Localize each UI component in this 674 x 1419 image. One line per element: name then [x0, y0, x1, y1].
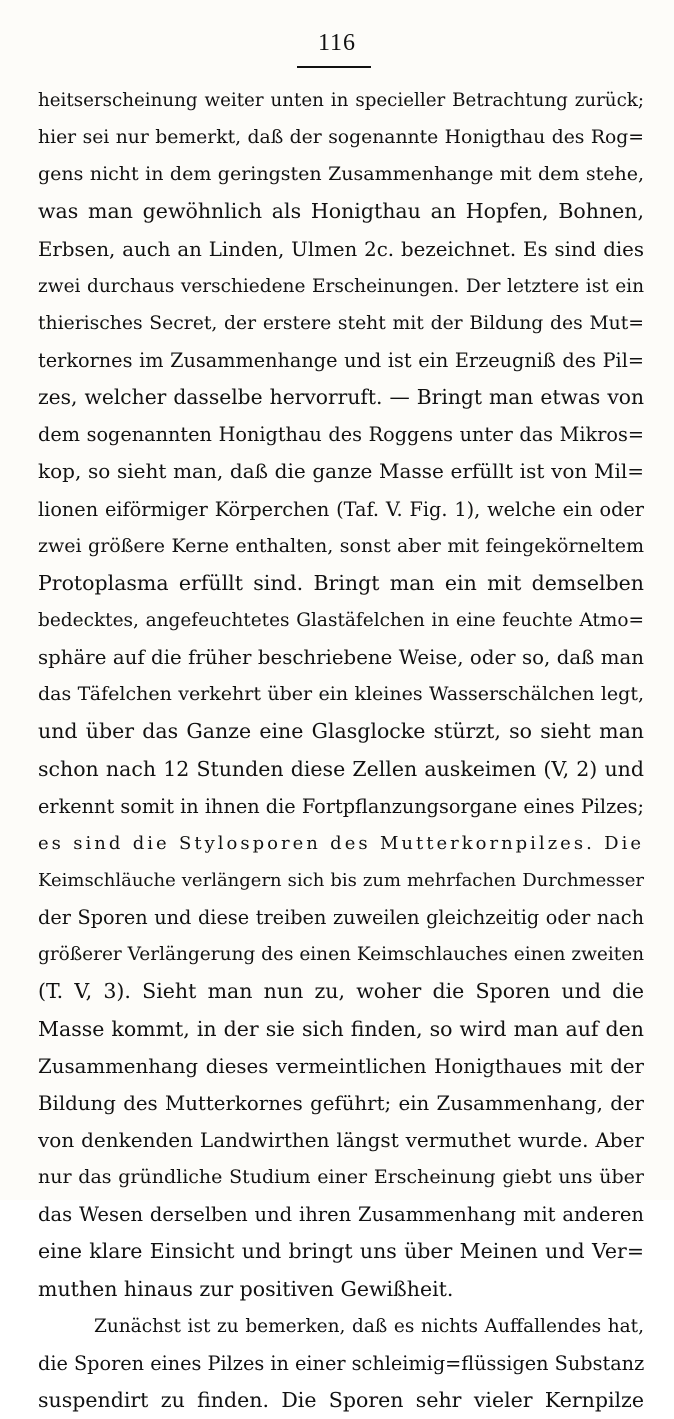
text-line: zwei größere Kerne enthalten, sonst aber mit feingekörneltem	[38, 534, 644, 557]
body-text	[38, 82, 644, 1419]
text-line: es sind die Stylosporen des Mutterkornpilzes. Die	[38, 832, 644, 854]
text-line: lionen eiförmiger Körperchen (Taf. V. Fig. 1), welche ein oder	[38, 497, 644, 521]
text-line: schon nach 12 Stunden diese Zellen auskeimen (V, 2) und	[38, 756, 644, 781]
text-line: hier sei nur bemerkt, daß der sogenannte Honigthau des Rog=	[38, 127, 644, 149]
text-line: das Wesen derselben und ihren Zusammenhang mit anderen	[38, 1203, 644, 1227]
text-line: das Täfelchen verkehrt über ein kleines Wasserschälchen legt,	[38, 683, 644, 706]
text-line: bedecktes, angefeuchtetes Glastäfelchen in eine feuchte Atmo=	[38, 609, 644, 631]
text-line: thierisches Secret, der erstere steht mit der Bildung des Mut=	[38, 312, 644, 334]
text-line: Zunächst ist zu bemerken, daß es nichts Auffallendes hat,	[94, 1315, 644, 1337]
text-line: nur das gründliche Studium einer Erscheinung giebt uns über	[38, 1166, 644, 1189]
text-line: Masse kommt, in der sie sich finden, so wird man auf den	[38, 1016, 644, 1041]
page-number-rule	[297, 66, 371, 68]
text-line: erkennt somit in ihnen die Fortpflanzungsorgane eines Pilzes;	[38, 794, 644, 818]
text-line: kop, so sieht man, daß die ganze Masse erfüllt ist von Mil=	[38, 459, 644, 484]
text-line: (T. V, 3). Sieht man nun zu, woher die Sporen und die	[38, 979, 644, 1004]
text-line: die Sporen eines Pilzes in einer schleimig=flüssigen Substanz	[38, 1351, 644, 1375]
text-line: der Sporen und diese treiben zuweilen gleichzeitig oder nach	[38, 906, 644, 930]
text-line: zwei durchaus verschiedene Erscheinungen. Der letztere ist ein	[38, 275, 644, 297]
text-line: muthen hinaus zur positiven Gewißheit.	[38, 1276, 454, 1301]
text-line: suspendirt zu finden. Die Sporen sehr vieler Kernpilze	[38, 1387, 644, 1412]
text-line: sphäre auf die früher beschriebene Weise, oder so, daß man	[38, 646, 644, 670]
text-line: was man gewöhnlich als Honigthau an Hopfen, Bohnen,	[38, 199, 644, 224]
page-number: 116	[317, 30, 357, 56]
text-line: gens nicht in dem geringsten Zusammenhange mit dem stehe,	[38, 163, 644, 186]
text-line: eine klare Einsicht und bringt uns über Meinen und Ver=	[38, 1239, 644, 1264]
text-line: heitserscheinung weiter unten in specieller Betrachtung zurück;	[38, 90, 644, 111]
text-line: Protoplasma erfüllt sind. Bringt man ein mit demselben	[38, 570, 644, 595]
text-line: zes, welcher dasselbe hervorruft. — Bringt man etwas von	[38, 385, 644, 410]
text-line: terkornes im Zusammenhange und ist ein Erzeugniß des Pil=	[38, 348, 644, 372]
text-line: dem sogenannten Honigthau des Roggens unter das Mikros=	[38, 423, 644, 447]
text-line: Zusammenhang dieses vermeintlichen Honigthaues mit der	[38, 1054, 644, 1078]
text-line: größerer Verlängerung des einen Keimschlauches einen zweiten	[38, 944, 644, 966]
text-line: Bildung des Mutterkornes geführt; ein Zusammenhang, der	[38, 1091, 644, 1115]
text-line: Keimschläuche verlängern sich bis zum mehrfachen Durchmesser	[38, 869, 644, 891]
text-line: von denkenden Landwirthen längst vermuthet wurde. Aber	[38, 1127, 644, 1152]
text-line: Erbsen, auch an Linden, Ulmen 2c. bezeichnet. Es sind dies	[38, 237, 644, 261]
text-line: und über das Ganze eine Glasglocke stürzt, so sieht man	[38, 719, 644, 744]
